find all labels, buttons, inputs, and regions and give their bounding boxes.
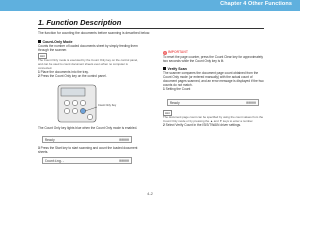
- important-label: ! IMPORTANT: [164, 50, 188, 55]
- warning-icon: !: [164, 50, 166, 55]
- square-bullet-icon: [38, 40, 41, 43]
- step-1: 1 Place the documents into the tray.: [38, 70, 89, 75]
- count-only-key-note: The Count Only key lights blue when the Count Only mode is enabled.: [38, 126, 138, 130]
- hint-text: The document page count can be specified by using the count values from the Count Only mode or by pressing the ▲ and ▼ keys to enter a number.: [163, 115, 264, 123]
- section-heading-count-only: Count-Only Mode: [38, 40, 138, 44]
- hint-label: Hint: [165, 111, 170, 115]
- hint-label: Hint: [40, 54, 45, 59]
- step-3: 3 Press the Start key to start scanning and count the loaded document sheets.: [38, 146, 138, 155]
- verify-scan-description: The scanner compares the document page count obtained from the Count Only mode (or entered manually) with the actual count of document pages scanned, and an error message is displayed if the two counts do not match.: [163, 71, 264, 88]
- count-only-description: Counts the number of loaded documents sheet by simply feeding them through the scanner.: [38, 44, 138, 53]
- title-divider: [38, 28, 264, 29]
- important-text: To reset the page counter, press the Count Clear key for approximately two seconds while the Count Only key is lit.: [163, 54, 263, 63]
- left-column: [38, 40, 138, 78]
- lcd-display-counting: Counting.. 00000: [42, 157, 132, 164]
- chapter-title: Chapter 4 Other Functions: [220, 1, 292, 7]
- verify-hint: [163, 109, 266, 127]
- verify-scan-section: [163, 67, 266, 92]
- important-box: [163, 50, 266, 63]
- page-number: 4-2: [147, 191, 153, 196]
- verify-step-1: 1 Setting the Count: [163, 87, 191, 92]
- intro-text: The function for counting the documents before scanning is described below.: [38, 31, 150, 35]
- page-title: 1. Function Description: [38, 18, 122, 27]
- step-2: 2 Press the Count Only key on the control panel.: [38, 74, 107, 79]
- lcd-display-verify: Ready 00000: [167, 99, 259, 106]
- section-heading-verify-scan: Verify Scan: [163, 67, 266, 71]
- chapter-header-bar: [0, 0, 300, 11]
- hint-text: The Count Only mode is executed by the Count Only key on the control panel, and can be used to count document sheets even when no computer is connected.: [38, 58, 138, 70]
- count-only-key-callout: Count Only Key: [98, 104, 117, 107]
- square-bullet-icon: [163, 67, 166, 70]
- lcd-display-ready: Ready 00000: [42, 136, 132, 143]
- verify-step-2: 2 Select Verify Count in the ISIS/TWAIN driver settings.: [163, 123, 242, 128]
